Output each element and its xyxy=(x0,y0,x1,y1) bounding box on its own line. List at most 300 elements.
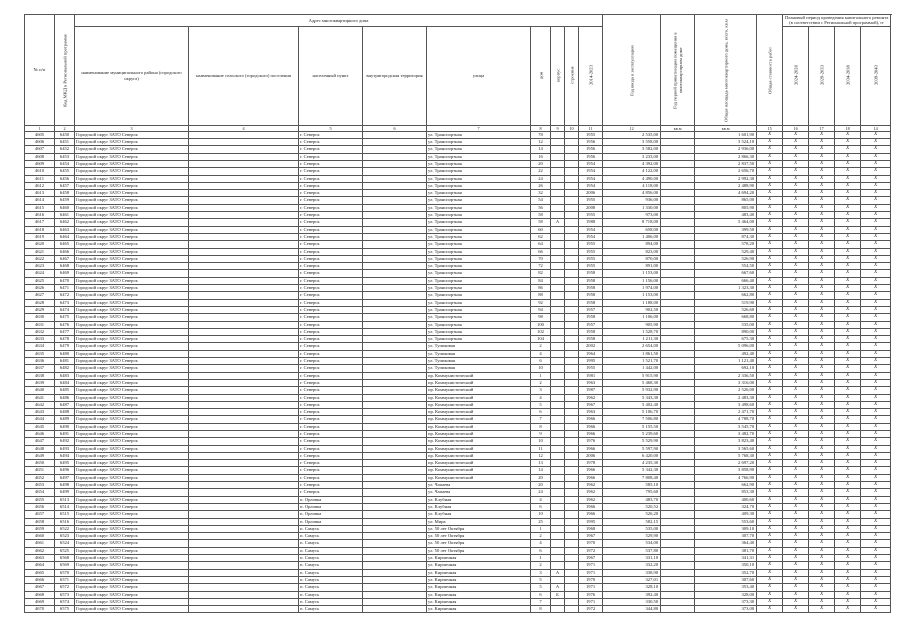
row-plan-4: Х xyxy=(835,394,861,401)
row-settlement xyxy=(189,285,299,292)
row-house: 1 xyxy=(531,372,551,379)
row-building xyxy=(565,489,579,496)
row-code: 6453 xyxy=(55,153,75,160)
row-plan-4: Х xyxy=(835,343,861,350)
row-municipality: Городской округ ЗАТО Северск xyxy=(75,518,189,525)
row-street: ул. Кирпичная xyxy=(427,584,531,591)
row-locality: г. Северск xyxy=(299,175,363,182)
row-settlement xyxy=(189,562,299,569)
row-code: 6479 xyxy=(55,343,75,350)
row-settlement xyxy=(189,314,299,321)
row-korpus xyxy=(551,292,565,299)
row-code: 6465 xyxy=(55,241,75,248)
row-building xyxy=(565,467,579,474)
header-cost-total: Общая стоимость работ xyxy=(757,15,783,126)
row-year: 1967 xyxy=(579,555,603,562)
row-number: 4605 xyxy=(25,131,55,138)
row-plan-3: Х xyxy=(809,460,835,467)
row-building xyxy=(565,387,579,394)
row-settlement xyxy=(189,430,299,437)
row-plan-3: Х xyxy=(809,379,835,386)
row-area: 3 233,00 xyxy=(603,153,661,160)
row-settlement xyxy=(189,372,299,379)
row-plan-2: Х xyxy=(783,219,809,226)
row-year: 1956 xyxy=(579,139,603,146)
row-house: 22 xyxy=(531,168,551,175)
row-plan-5: Х xyxy=(861,482,891,489)
row-year: 1958 xyxy=(579,277,603,284)
row-locality: г. Северск xyxy=(299,321,363,328)
row-plan-1: Х xyxy=(757,533,783,540)
row-street: ул. Транспортная xyxy=(427,168,531,175)
row-locality: г. Северск xyxy=(299,241,363,248)
row-code: 6472 xyxy=(55,292,75,299)
row-building xyxy=(565,182,579,189)
row-privatization xyxy=(661,430,695,437)
row-korpus xyxy=(551,328,565,335)
row-korpus xyxy=(551,525,565,532)
row-locality: г. Северск xyxy=(299,182,363,189)
row-code: 6486 xyxy=(55,394,75,401)
row-plan-4: Х xyxy=(835,277,861,284)
row-area: 3 582,00 xyxy=(603,146,661,153)
row-plan-4: Х xyxy=(835,387,861,394)
row-building xyxy=(565,212,579,219)
row-area: 4 235,30 xyxy=(603,460,661,467)
row-locality: г. Северск xyxy=(299,226,363,233)
table-row xyxy=(25,474,891,481)
row-locality: г. Северск xyxy=(299,314,363,321)
row-house: 32 xyxy=(531,190,551,197)
row-plan-5: Х xyxy=(861,430,891,437)
row-code: 6462 xyxy=(55,219,75,226)
row-plan-2: Х xyxy=(783,197,809,204)
row-plan-5: Х xyxy=(861,423,891,430)
row-plan-2: Х xyxy=(783,358,809,365)
row-locality: г. Северск xyxy=(299,168,363,175)
row-plan-1: Х xyxy=(757,387,783,394)
row-plan-1: Х xyxy=(757,153,783,160)
table-row xyxy=(25,547,891,554)
row-locality: г. Северск xyxy=(299,489,363,496)
row-number: 4668 xyxy=(25,591,55,598)
header-settlement: наименование сельского (городского) поселения xyxy=(189,26,299,125)
row-year: 1955 xyxy=(579,248,603,255)
row-settlement xyxy=(189,204,299,211)
row-house: 82 xyxy=(531,270,551,277)
row-area: 7 506,80 xyxy=(603,416,661,423)
row-house: 6 xyxy=(531,358,551,365)
table-row xyxy=(25,190,891,197)
row-cost: 309,10 xyxy=(695,525,757,532)
row-privatization xyxy=(661,606,695,613)
row-cost: 554,50 xyxy=(695,263,757,270)
row-plan-5: Х xyxy=(861,606,891,613)
row-street: пр. Коммунистический xyxy=(427,474,531,481)
row-locality: г. Северск xyxy=(299,146,363,153)
row-plan-1: Х xyxy=(757,503,783,510)
row-korpus xyxy=(551,233,565,240)
row-plan-3: Х xyxy=(809,197,835,204)
row-municipality: Городской округ ЗАТО Северск xyxy=(75,226,189,233)
row-privatization xyxy=(661,175,695,182)
row-plan-5: Х xyxy=(861,168,891,175)
row-privatization xyxy=(661,525,695,532)
row-privatization xyxy=(661,460,695,467)
row-korpus xyxy=(551,277,565,284)
row-locality: г. Северск xyxy=(299,190,363,197)
row-street: ул. 50 лет Октября xyxy=(427,533,531,540)
row-street: ул. Транспортная xyxy=(427,292,531,299)
row-municipality: Городской округ ЗАТО Северск xyxy=(75,547,189,554)
row-municipality: Городской округ ЗАТО Северск xyxy=(75,255,189,262)
row-korpus xyxy=(551,248,565,255)
row-settlement xyxy=(189,306,299,313)
row-code: 6496 xyxy=(55,467,75,474)
row-territory xyxy=(363,204,427,211)
row-plan-5: Х xyxy=(861,365,891,372)
row-number: 4608 xyxy=(25,153,55,160)
row-year: 1954 xyxy=(579,182,603,189)
row-plan-5: Х xyxy=(861,204,891,211)
row-house: 20 xyxy=(531,161,551,168)
header-municipality: наименование муниципального района (городского округа) xyxy=(75,26,189,125)
row-settlement xyxy=(189,606,299,613)
row-building xyxy=(565,248,579,255)
row-code: 6464 xyxy=(55,233,75,240)
row-korpus xyxy=(551,503,565,510)
row-plan-3: Х xyxy=(809,277,835,284)
row-korpus xyxy=(551,474,565,481)
row-number: 4664 xyxy=(25,562,55,569)
row-territory xyxy=(363,365,427,372)
row-municipality: Городской округ ЗАТО Северск xyxy=(75,423,189,430)
row-year: 1964 xyxy=(579,350,603,357)
row-korpus xyxy=(551,562,565,569)
row-number: 4621 xyxy=(25,248,55,255)
row-year: 1957 xyxy=(579,321,603,328)
row-municipality: Городской округ ЗАТО Северск xyxy=(75,372,189,379)
row-settlement xyxy=(189,190,299,197)
row-territory xyxy=(363,606,427,613)
row-building xyxy=(565,409,579,416)
row-year: 1958 xyxy=(579,336,603,343)
row-house: 16 xyxy=(531,153,551,160)
header-num: № п/п xyxy=(25,15,55,126)
row-municipality: Городской округ ЗАТО Северск xyxy=(75,204,189,211)
row-settlement xyxy=(189,168,299,175)
row-territory xyxy=(363,350,427,357)
row-number: 4663 xyxy=(25,555,55,562)
row-code: 6466 xyxy=(55,248,75,255)
row-house: 24 xyxy=(531,175,551,182)
row-code: 6483 xyxy=(55,372,75,379)
row-plan-5: Х xyxy=(861,467,891,474)
row-territory xyxy=(363,379,427,386)
row-number: 4624 xyxy=(25,270,55,277)
row-korpus xyxy=(551,489,565,496)
row-plan-2: Х xyxy=(783,161,809,168)
row-privatization xyxy=(661,321,695,328)
row-area: 585,10 xyxy=(603,482,661,489)
row-street: ул. Транспортная xyxy=(427,219,531,226)
row-korpus xyxy=(551,438,565,445)
row-locality: г. Северск xyxy=(299,365,363,372)
row-plan-4: Х xyxy=(835,212,861,219)
row-plan-3: Х xyxy=(809,321,835,328)
row-plan-1: Х xyxy=(757,182,783,189)
row-privatization xyxy=(661,241,695,248)
row-plan-5: Х xyxy=(861,328,891,335)
row-number: 4650 xyxy=(25,460,55,467)
row-area: 3 558,00 xyxy=(603,139,661,146)
row-area: 4 122,00 xyxy=(603,168,661,175)
row-year: 1966 xyxy=(579,503,603,510)
row-locality: г. Северск xyxy=(299,343,363,350)
row-settlement xyxy=(189,241,299,248)
row-municipality: Городской округ ЗАТО Северск xyxy=(75,168,189,175)
row-cost: 352,70 xyxy=(695,569,757,576)
row-territory xyxy=(363,503,427,510)
row-municipality: Городской округ ЗАТО Северск xyxy=(75,350,189,357)
row-plan-2: Х xyxy=(783,263,809,270)
row-settlement xyxy=(189,598,299,605)
row-year: 1978 xyxy=(579,460,603,467)
row-plan-5: Х xyxy=(861,336,891,343)
row-plan-2: Х xyxy=(783,336,809,343)
row-street: ул. Кирпичная xyxy=(427,606,531,613)
row-number: 4670 xyxy=(25,606,55,613)
table-row xyxy=(25,358,891,365)
row-building xyxy=(565,153,579,160)
row-street: пр. Коммунистический xyxy=(427,460,531,467)
row-locality: г. Северск xyxy=(299,153,363,160)
table-row xyxy=(25,379,891,386)
row-settlement xyxy=(189,540,299,547)
row-municipality: Городской округ ЗАТО Северск xyxy=(75,606,189,613)
row-building xyxy=(565,299,579,306)
row-area: 6 420,00 xyxy=(603,452,661,459)
row-plan-2: Х xyxy=(783,153,809,160)
row-year: 1966 xyxy=(579,474,603,481)
row-locality: г. Северск xyxy=(299,394,363,401)
row-building xyxy=(565,416,579,423)
row-privatization xyxy=(661,511,695,518)
colnum: 1 xyxy=(25,125,55,131)
table-row xyxy=(25,321,891,328)
table-row xyxy=(25,598,891,605)
row-plan-3: Х xyxy=(809,606,835,613)
row-house: 58 xyxy=(531,212,551,219)
table-row xyxy=(25,452,891,459)
row-year: 1970 xyxy=(579,540,603,547)
row-street: ул. Транспортная xyxy=(427,146,531,153)
row-area: 894,00 xyxy=(603,241,661,248)
row-plan-1: Х xyxy=(757,131,783,138)
row-plan-4: Х xyxy=(835,168,861,175)
row-house: 1 xyxy=(531,555,551,562)
row-plan-1: Х xyxy=(757,175,783,182)
row-plan-3: Х xyxy=(809,263,835,270)
row-plan-4: Х xyxy=(835,372,861,379)
row-year: 1963 xyxy=(579,379,603,386)
row-street: ул. Мира xyxy=(427,518,531,525)
row-plan-3: Х xyxy=(809,131,835,138)
row-korpus xyxy=(551,482,565,489)
row-house: 2 xyxy=(531,343,551,350)
row-settlement xyxy=(189,452,299,459)
row-locality: г. Северск xyxy=(299,306,363,313)
row-privatization xyxy=(661,248,695,255)
header-year-commission: Год ввода в эксплуатацию xyxy=(603,15,661,126)
row-territory xyxy=(363,343,427,350)
row-house: 6 xyxy=(531,547,551,554)
row-plan-5: Х xyxy=(861,591,891,598)
row-plan-2: Х xyxy=(783,277,809,284)
row-plan-2: Х xyxy=(783,438,809,445)
row-code: 6572 xyxy=(55,584,75,591)
row-street: ул. Транспортная xyxy=(427,175,531,182)
row-plan-2: Х xyxy=(783,270,809,277)
row-code: 6461 xyxy=(55,212,75,219)
row-year: 1958 xyxy=(579,292,603,299)
row-privatization xyxy=(661,285,695,292)
row-cost: 1 601,90 xyxy=(695,131,757,138)
row-plan-2: Х xyxy=(783,365,809,372)
table-row xyxy=(25,314,891,321)
row-privatization xyxy=(661,255,695,262)
row-street: ул. Транспортная xyxy=(427,233,531,240)
row-plan-1: Х xyxy=(757,270,783,277)
row-number: 4617 xyxy=(25,219,55,226)
row-house: 25 xyxy=(531,518,551,525)
row-locality: г. Северск xyxy=(299,430,363,437)
row-settlement xyxy=(189,248,299,255)
row-territory xyxy=(363,328,427,335)
row-plan-1: Х xyxy=(757,598,783,605)
row-street: ул. Тупиковая xyxy=(427,350,531,357)
row-plan-3: Х xyxy=(809,401,835,408)
row-year: 1956 xyxy=(579,146,603,153)
row-house: 11 xyxy=(531,445,551,452)
row-plan-4: Х xyxy=(835,606,861,613)
row-area: 5 343,30 xyxy=(603,394,661,401)
row-code: 6489 xyxy=(55,416,75,423)
row-korpus xyxy=(551,168,565,175)
row-korpus: А xyxy=(551,569,565,576)
row-street: ул. Транспортная xyxy=(427,204,531,211)
row-territory xyxy=(363,540,427,547)
row-locality: г. Северск xyxy=(299,161,363,168)
row-plan-5: Х xyxy=(861,576,891,583)
row-building xyxy=(565,562,579,569)
row-year: 1962 xyxy=(579,496,603,503)
row-area: 483,70 xyxy=(603,496,661,503)
row-number: 4669 xyxy=(25,598,55,605)
row-code: 6468 xyxy=(55,263,75,270)
row-settlement xyxy=(189,161,299,168)
row-area: 5 932,90 xyxy=(603,387,661,394)
table-row xyxy=(25,350,891,357)
row-plan-2: Х xyxy=(783,606,809,613)
row-number: 4633 xyxy=(25,336,55,343)
row-plan-5: Х xyxy=(861,387,891,394)
row-year: 1971 xyxy=(579,569,603,576)
row-territory xyxy=(363,533,427,540)
row-code: 6569 xyxy=(55,562,75,569)
row-area: 1 442,00 xyxy=(603,365,661,372)
row-municipality: Городской округ ЗАТО Северск xyxy=(75,540,189,547)
row-house: 78 xyxy=(531,131,551,138)
table-row xyxy=(25,430,891,437)
row-privatization xyxy=(661,328,695,335)
row-code: 6573 xyxy=(55,591,75,598)
row-number: 4660 xyxy=(25,533,55,540)
row-street: ул. Транспортная xyxy=(427,306,531,313)
colnum: 5 xyxy=(299,125,363,131)
row-plan-5: Х xyxy=(861,496,891,503)
row-plan-4: Х xyxy=(835,299,861,306)
row-plan-1: Х xyxy=(757,365,783,372)
row-plan-2: Х xyxy=(783,394,809,401)
row-plan-1: Х xyxy=(757,248,783,255)
row-territory xyxy=(363,146,427,153)
row-municipality: Городской округ ЗАТО Северск xyxy=(75,416,189,423)
row-number: 4662 xyxy=(25,547,55,554)
row-plan-2: Х xyxy=(783,168,809,175)
header-period-4: 2034-2038 xyxy=(835,26,861,125)
row-building xyxy=(565,343,579,350)
row-area: 1 406,00 xyxy=(603,233,661,240)
row-municipality: Городской округ ЗАТО Северск xyxy=(75,153,189,160)
row-plan-1: Х xyxy=(757,321,783,328)
row-house: 3 xyxy=(531,569,551,576)
row-year: 1958 xyxy=(579,299,603,306)
row-plan-3: Х xyxy=(809,314,835,321)
row-plan-1: Х xyxy=(757,255,783,262)
row-house: 2 xyxy=(531,379,551,386)
row-municipality: Городской округ ЗАТО Северск xyxy=(75,321,189,328)
row-house: 24 xyxy=(531,489,551,496)
row-plan-4: Х xyxy=(835,350,861,357)
row-settlement xyxy=(189,518,299,525)
row-plan-5: Х xyxy=(861,555,891,562)
row-municipality: Городской округ ЗАТО Северск xyxy=(75,285,189,292)
row-privatization xyxy=(661,299,695,306)
row-territory xyxy=(363,474,427,481)
row-plan-4: Х xyxy=(835,482,861,489)
row-plan-2: Х xyxy=(783,562,809,569)
row-privatization xyxy=(661,576,695,583)
row-korpus xyxy=(551,139,565,146)
row-area: 331,10 xyxy=(603,555,661,562)
row-locality: г. Северск xyxy=(299,474,363,481)
row-privatization xyxy=(661,372,695,379)
row-territory xyxy=(363,598,427,605)
row-plan-4: Х xyxy=(835,576,861,583)
row-privatization xyxy=(661,467,695,474)
row-locality: п. Самусь xyxy=(299,547,363,554)
row-plan-3: Х xyxy=(809,562,835,569)
row-area: 535,00 xyxy=(603,525,661,532)
row-plan-3: Х xyxy=(809,204,835,211)
row-plan-3: Х xyxy=(809,591,835,598)
row-privatization xyxy=(661,161,695,168)
row-code: 6481 xyxy=(55,358,75,365)
row-street: пр. Коммунистический xyxy=(427,379,531,386)
table-row xyxy=(25,503,891,510)
row-plan-2: Х xyxy=(783,474,809,481)
